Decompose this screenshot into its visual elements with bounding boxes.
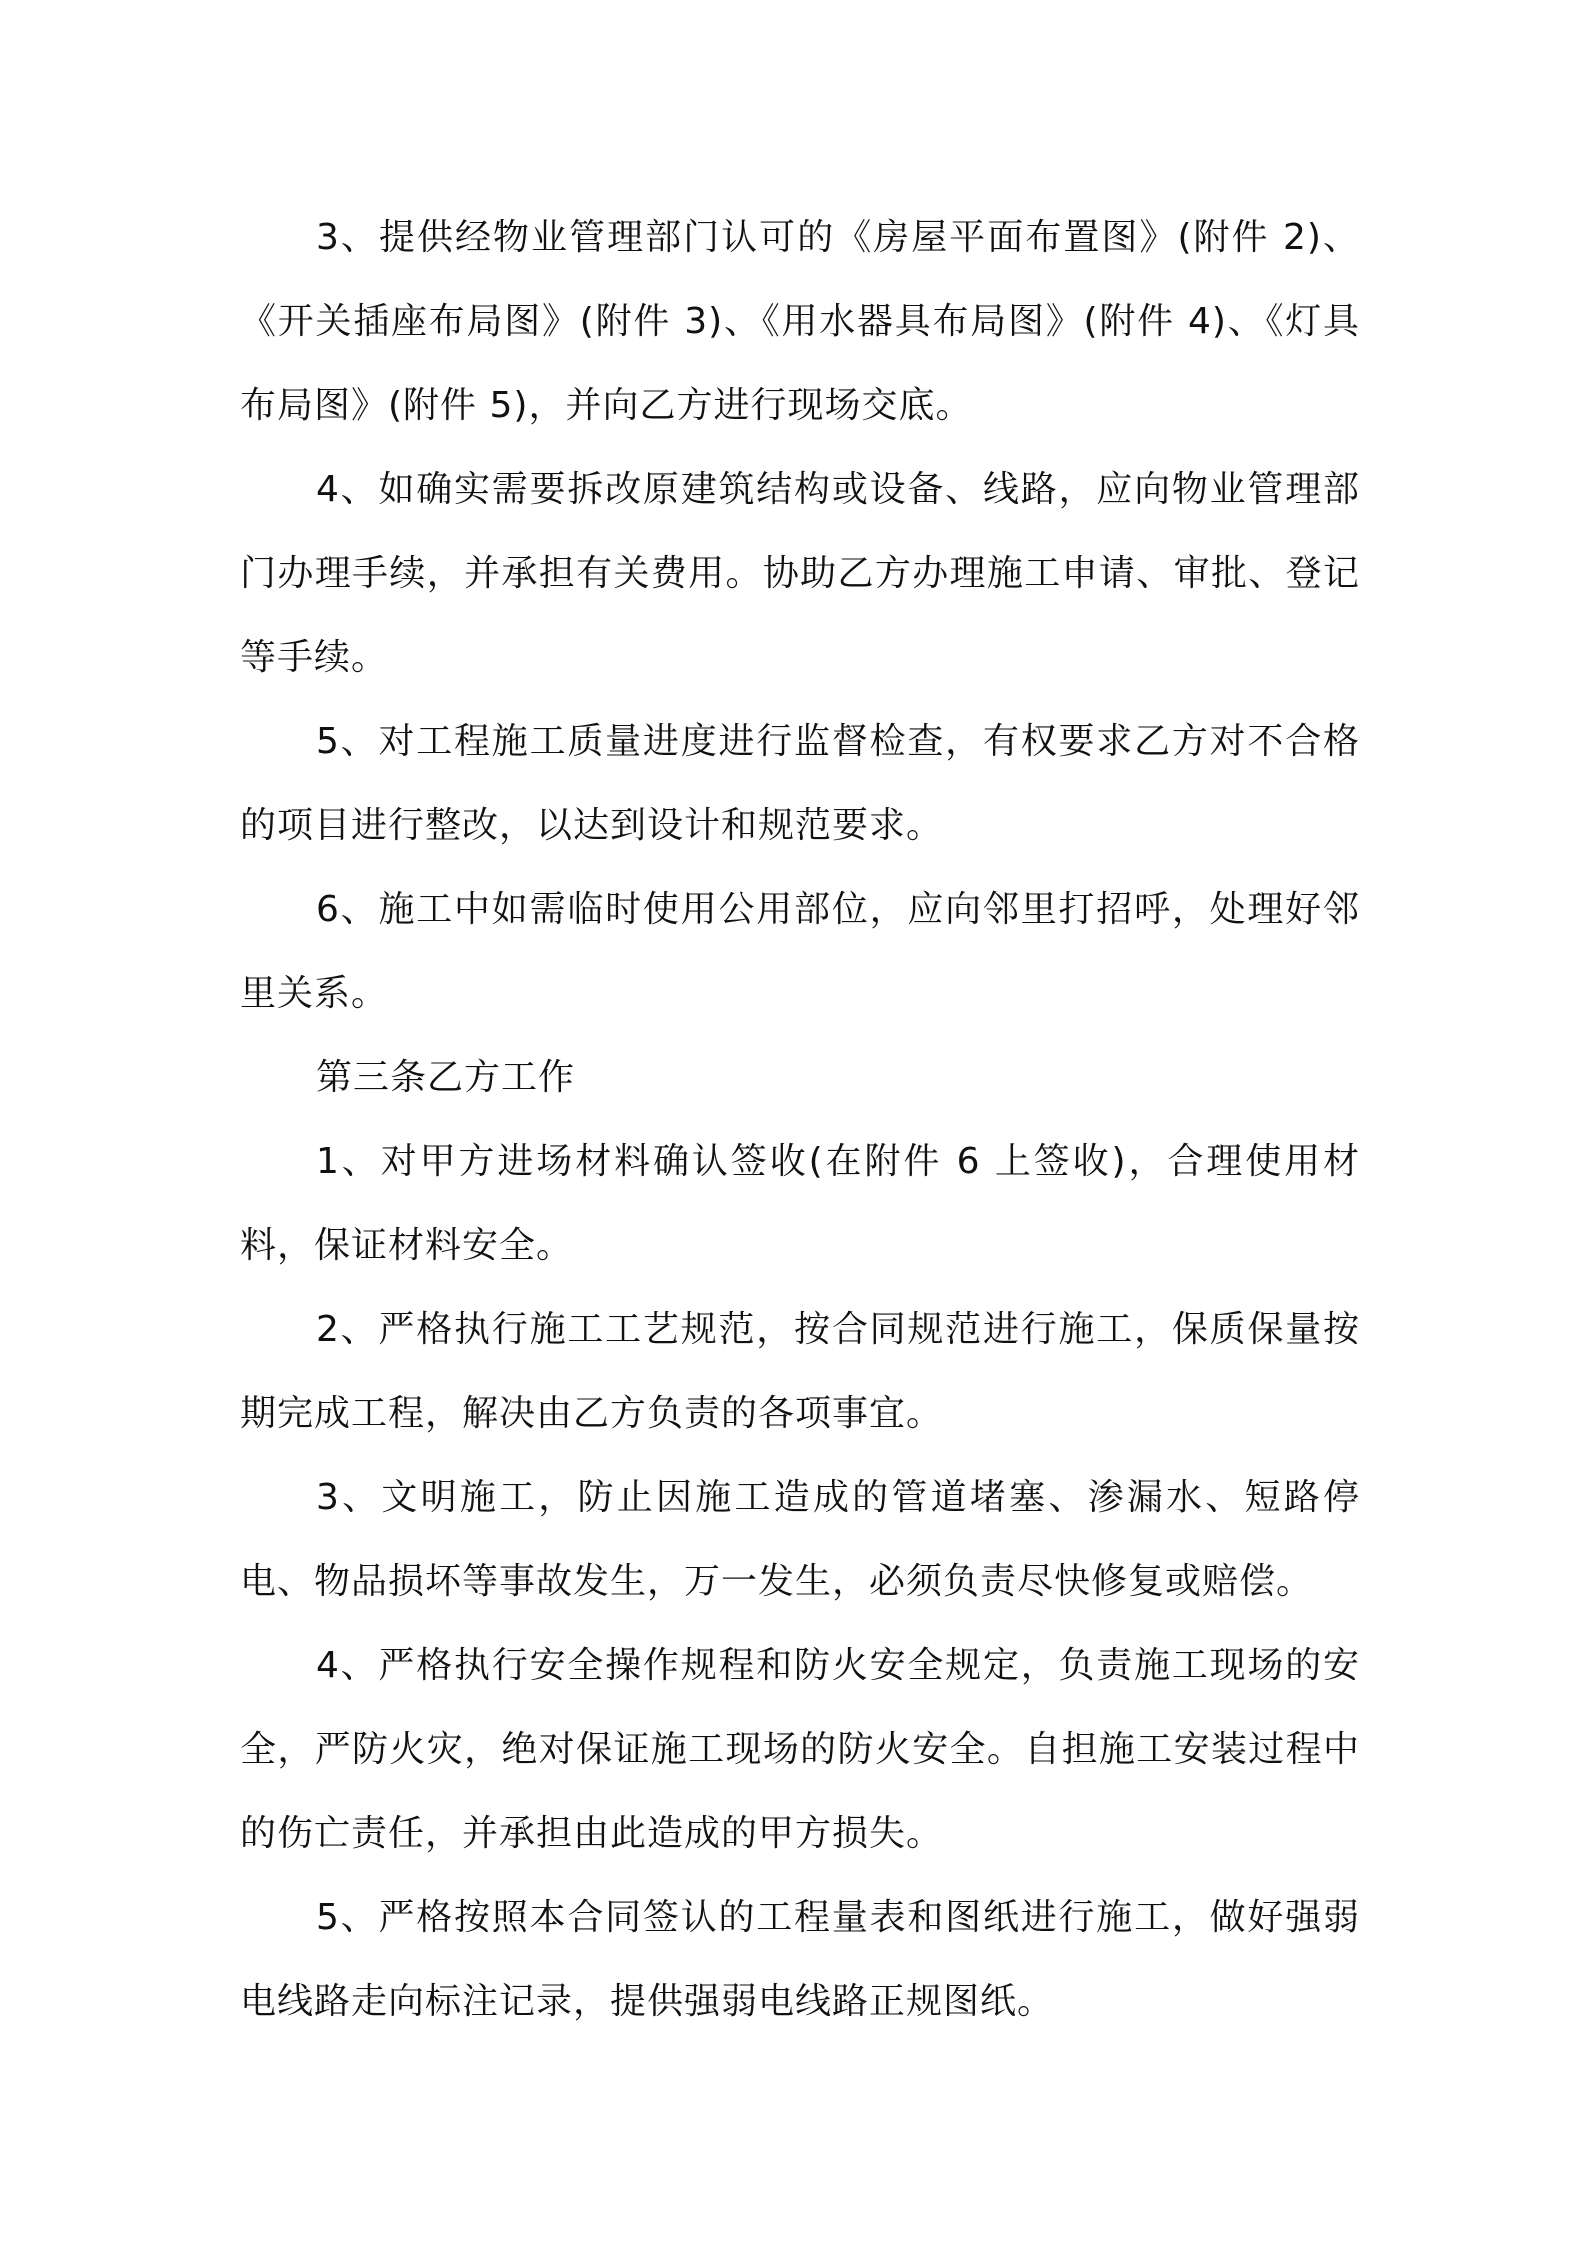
paragraph-party-b-item-3: 3、文明施工，防止因施工造成的管道堵塞、渗漏水、短路停电、物品损坏等事故发生，万一发生，必须负责尽快修复或赔偿。 (240, 1477, 1360, 1602)
paragraph-party-b-item-1: 1、对甲方进场材料确认签收(在附件 6 上签收)，合理使用材料，保证材料安全。 (240, 1141, 1360, 1266)
section-heading-article-3: 第三条乙方工作 (316, 1057, 576, 1098)
paragraph-party-b-item-2: 2、严格执行施工工艺规范，按合同规范进行施工，保质保量按期完成工程，解决由乙方负责的各项事宜。 (240, 1309, 1360, 1434)
paragraph-party-b-item-4: 4、严格执行安全操作规程和防火安全规定，负责施工现场的安全，严防火灾，绝对保证施工现场的防火安全。自担施工安装过程中的伤亡责任，并承担由此造成的甲方损失。 (240, 1645, 1360, 1854)
paragraph-party-a-item-6: 6、施工中如需临时使用公用部位，应向邻里打招呼，处理好邻里关系。 (240, 889, 1360, 1014)
paragraph-party-a-item-5: 5、对工程施工质量进度进行监督检查，有权要求乙方对不合格的项目进行整改，以达到设计和规范要求。 (240, 721, 1360, 846)
paragraph-party-a-item-4: 4、如确实需要拆改原建筑结构或设备、线路，应向物业管理部门办理手续，并承担有关费用。协助乙方办理施工申请、审批、登记等手续。 (240, 469, 1360, 678)
paragraph-party-a-item-3: 3、提供经物业管理部门认可的《房屋平面布置图》(附件 2)、《开关插座布局图》(附件 3)、《用水器具布局图》(附件 4)、《灯具布局图》(附件 5)，并向乙方进行现场交底。 (240, 217, 1360, 426)
document-body (240, 196, 1360, 2044)
paragraph-party-b-item-5: 5、严格按照本合同签认的工程量表和图纸进行施工，做好强弱电线路走向标注记录，提供强弱电线路正规图纸。 (240, 1897, 1360, 2022)
